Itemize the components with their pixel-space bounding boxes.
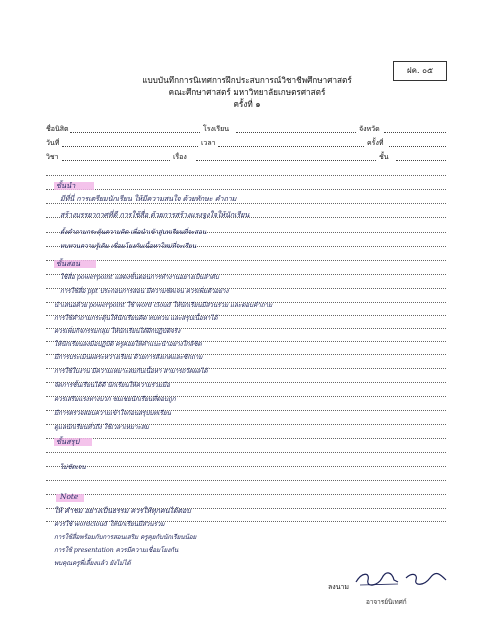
ruled-line (46, 260, 446, 261)
time-label: เวลา (201, 139, 216, 147)
main-line-5: ควรเพิ่มกิจกรรมกลุ่ม ให้นักเรียนได้ฝึกปฏิบัติจริง (54, 327, 181, 335)
intro-line-3: ตั้งคำถามกระตุ้นความคิด เพื่อนำเข้าสู่บทเรียนที่จะสอน (60, 228, 207, 236)
main-line-9: จัดการชั้นเรียนได้ดี นักเรียนให้ความร่วมมือ (54, 381, 170, 389)
main-line-3: นำเสนอด้วย powerpoint ใช้ word cloud ให้นักเรียนมีส่วนร่วม และตอบคำถาม (54, 301, 273, 309)
intro-line-2: สร้างบรรยากาศที่ดี การใช้สื่อ ด้วยการสร้างแรงจูงใจให้นักเรียน (60, 210, 250, 219)
student-label: ชื่อนิสิต (46, 125, 69, 133)
note-line-4: การใช้ presentation ควรมีความเชื่อมโยงกัน (54, 546, 179, 554)
session-number: ครั้งที่ ๑ (233, 99, 261, 109)
ruled-line (46, 438, 446, 439)
ruled-line (46, 466, 446, 467)
main-line-1: ใช้สื่อ powerpoint แสดงขั้นตอนการทำงานอย่างเป็นลำดับ (60, 273, 219, 281)
note-line-5: พบคุณครูพี่เลี้ยงแล้ว ยังไม่ได้ (54, 559, 131, 567)
intro-heading: ขั้นนำ (56, 181, 76, 190)
intro-line-4: ทบทวนความรู้เดิม เชื่อมโยงกับเนื้อหาใหม่ที่จะเรียน (60, 242, 196, 250)
note-line-2: ควรใช้ wordcloud ให้นักเรียนมีส่วนร่วม (54, 520, 165, 528)
main-line-11: มีการตรวจสอบความเข้าใจก่อนสรุปบทเรียน (54, 409, 171, 417)
ruled-line (46, 480, 446, 481)
note-heading: Note (60, 492, 79, 501)
signature-label: ลงนาม (328, 583, 350, 591)
ruled-line (46, 452, 446, 453)
ruled-line (46, 189, 446, 190)
main-line-2: การใช้สื่อ ppt ประกอบการสอน มีความชัดเจน ควรเพิ่มตัวอย่าง (60, 287, 229, 295)
note-line-3: การใช้สื่อพร้อมกับการสอนเสริม ครูคุยกับนักเรียนน้อย (54, 533, 197, 541)
main-line-12: ดูแลนักเรียนทั่วถึง ใช้เวลาเหมาะสม (54, 423, 149, 431)
subject-label: วิชา (46, 153, 59, 161)
faculty-name: คณะศึกษาศาสตร์ มหาวิทยาลัยเกษตรศาสตร์ (168, 87, 326, 97)
form-title: แบบบันทึกการนิเทศการฝึกประสบการณ์วิชาชีพศึกษาศาสตร์ (142, 75, 352, 85)
topic-label: เรื่อง (173, 153, 187, 161)
summary-line-1: ไม่ชัดเจน (60, 463, 86, 471)
intro-line-1: มีที่นี่ การเตรียมนักเรียน ให้มีความสนใจ ด้วยทักษะ คำถาม (60, 194, 237, 203)
form-code-box: ฝค. ๐๕ (393, 61, 447, 81)
note-line-1: ให้ คำชม อย่างเป็นธรรม ควรให้ทุกคนได้ตอบ (54, 506, 191, 515)
session-label: ครั้งที่ (367, 139, 384, 147)
date-label: วันที่ (46, 139, 60, 147)
grade-label: ชั้น (379, 153, 389, 161)
province-label: จังหวัด (359, 125, 380, 133)
supervisor-role: อาจารย์นิเทศก์ (366, 598, 407, 606)
school-label: โรงเรียน (203, 125, 229, 133)
main-line-4: การใช้คำถามกระตุ้นให้นักเรียนคิด ทบทวน และสรุปเนื้อหาได้ (54, 314, 218, 322)
ruled-line (46, 494, 446, 495)
handwritten-signature (352, 568, 452, 590)
ruled-line (46, 175, 446, 176)
summary-heading: ขั้นสรุป (56, 437, 80, 446)
main-line-10: ควรเสริมแรงทางบวก ชมเชยนักเรียนที่ตอบถูก (54, 395, 176, 403)
main-heading: ขั้นสอน (56, 259, 81, 268)
main-line-7: มีการประเมินผลระหว่างเรียน ด้วยการสังเกตและซักถาม (54, 353, 203, 361)
main-line-6: ให้นักเรียนลงมือปฏิบัติ ครูคอยให้คำแนะนำอย่างใกล้ชิด (54, 340, 202, 348)
main-line-8: การใช้ใบงาน มีความเหมาะสมกับเนื้อหา สามารถวัดผลได้ (54, 367, 208, 375)
